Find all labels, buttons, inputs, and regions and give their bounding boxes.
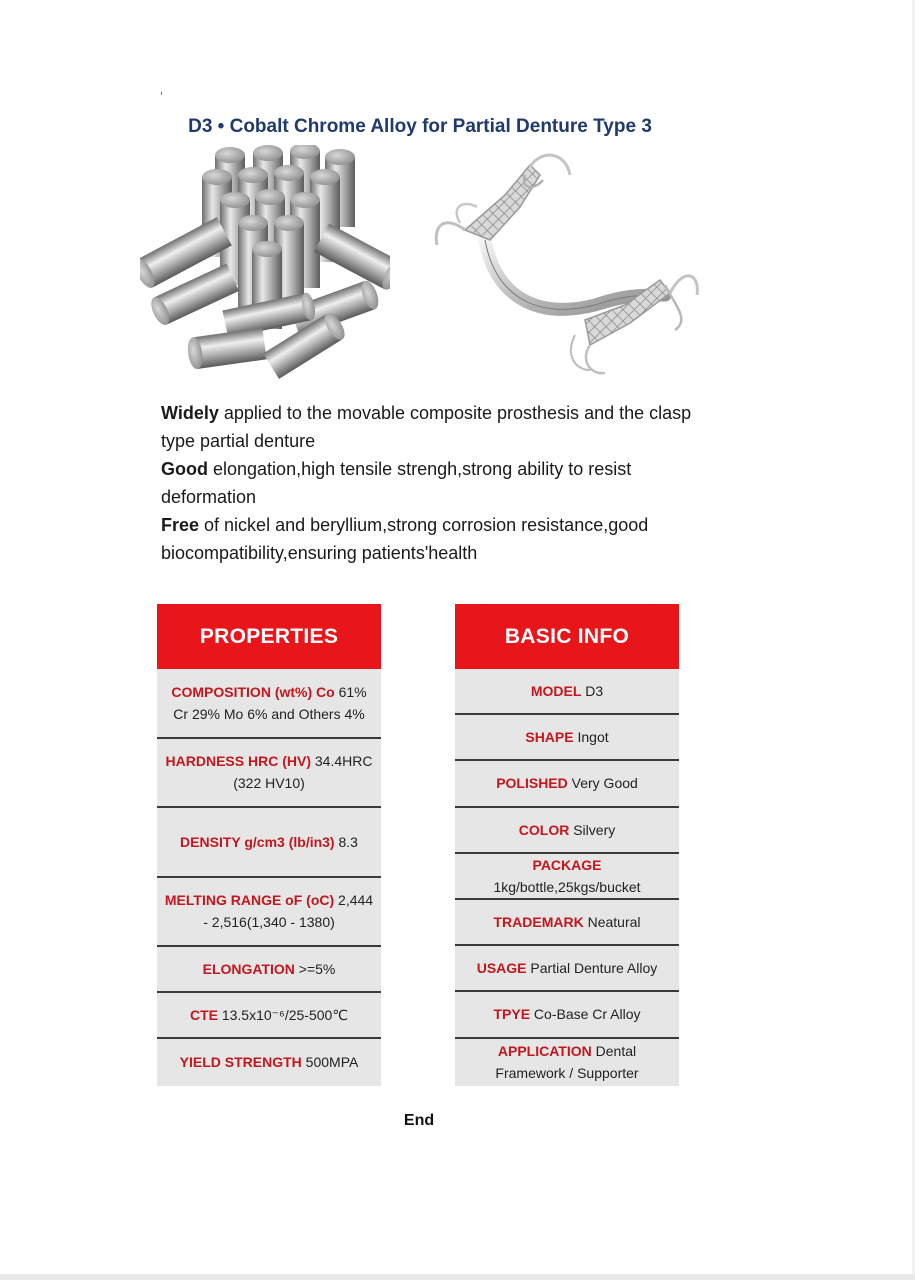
footer-end: End xyxy=(403,1112,435,1129)
description-text-1: applied to the movable composite prosthesis and the clasp type partial denture xyxy=(161,403,692,451)
info-value: Neatural xyxy=(583,914,641,931)
cobalt-chrome-ingots-image xyxy=(140,145,390,380)
info-row-usage xyxy=(455,946,679,992)
property-value: 61% Cr 29% Mo 6% and Others 4% xyxy=(173,683,367,722)
info-row-application xyxy=(455,1039,679,1085)
info-row-type xyxy=(455,992,679,1038)
info-key: USAGE xyxy=(476,960,527,977)
description-text-3: of nickel and beryllium,strong corrosion resistance,good biocompatibility,ensuring patients'health xyxy=(161,515,649,563)
info-value: 1kg/bottle,25kgs/bucket xyxy=(493,878,641,895)
property-value: 2,444 - 2,516(1,340 - 1380) xyxy=(203,892,374,931)
property-key: DENSITY g/cm3 (lb/in3) xyxy=(180,833,335,850)
properties-card xyxy=(157,604,381,1086)
info-value: Partial Denture Alloy xyxy=(526,960,658,977)
info-key: APPLICATION xyxy=(497,1042,592,1059)
info-value: Silvery xyxy=(569,821,616,838)
property-row-yield-strength xyxy=(157,1039,381,1085)
property-row-density xyxy=(157,808,381,878)
property-row-hardness xyxy=(157,739,381,809)
info-row-color xyxy=(455,808,679,854)
page-title: D3 • Cobalt Chrome Alloy for Partial Denture Type 3 xyxy=(188,116,652,137)
info-key: PACKAGE xyxy=(532,856,602,873)
stray-mark xyxy=(161,92,162,95)
description-emphasis-2: Good xyxy=(161,459,208,479)
product-description xyxy=(161,399,721,567)
basic-info-rows xyxy=(455,669,679,1085)
property-row-composition xyxy=(157,669,381,739)
description-paragraph-3 xyxy=(161,511,721,567)
property-value: 500MPA xyxy=(301,1054,359,1070)
info-value: Very Good xyxy=(567,775,638,792)
properties-rows xyxy=(157,669,381,1085)
info-row-package xyxy=(455,854,679,900)
info-key: MODEL xyxy=(530,683,582,700)
property-key: CTE xyxy=(189,1007,218,1023)
property-row-melting-range xyxy=(157,878,381,948)
info-row-trademark xyxy=(455,900,679,946)
property-value: >=5% xyxy=(294,961,336,977)
info-row-model xyxy=(455,669,679,715)
property-key: YIELD STRENGTH xyxy=(179,1054,302,1070)
info-key: TPYE xyxy=(493,1006,531,1023)
property-key: MELTING RANGE oF (oC) xyxy=(164,892,335,909)
info-row-shape xyxy=(455,715,679,761)
basic-info-heading: BASIC INFO xyxy=(455,604,679,669)
info-value: Ingot xyxy=(573,729,609,746)
page-edge-bottom xyxy=(0,1274,915,1280)
basic-info-card xyxy=(455,604,679,1086)
info-key: COLOR xyxy=(518,821,570,838)
description-text-2: elongation,high tensile strengh,strong ability to resist deformation xyxy=(161,459,632,507)
property-value: 13.5x10⁻⁶/25-500℃ xyxy=(217,1007,349,1023)
property-key: ELONGATION xyxy=(202,961,295,977)
description-paragraph-1 xyxy=(161,399,721,455)
property-value: 34.4HRC (322 HV10) xyxy=(233,753,373,792)
property-key: COMPOSITION (wt%) Co xyxy=(171,683,335,700)
description-emphasis-3: Free xyxy=(161,515,200,535)
info-value: D3 xyxy=(581,683,604,700)
property-value: 8.3 xyxy=(334,833,358,850)
info-value: Dental Framework / Supporter xyxy=(495,1042,639,1081)
description-emphasis-1: Widely xyxy=(161,403,219,423)
info-key: TRADEMARK xyxy=(493,914,584,931)
info-row-polished xyxy=(455,761,679,807)
property-row-elongation xyxy=(157,947,381,993)
info-value: Co-Base Cr Alloy xyxy=(530,1006,641,1023)
info-key: POLISHED xyxy=(496,775,568,792)
properties-heading: PROPERTIES xyxy=(157,604,381,669)
info-key: SHAPE xyxy=(525,729,574,746)
description-paragraph-2 xyxy=(161,455,721,511)
property-key: HARDNESS HRC (HV) xyxy=(165,753,311,770)
partial-denture-image xyxy=(425,145,705,385)
property-row-cte xyxy=(157,993,381,1039)
